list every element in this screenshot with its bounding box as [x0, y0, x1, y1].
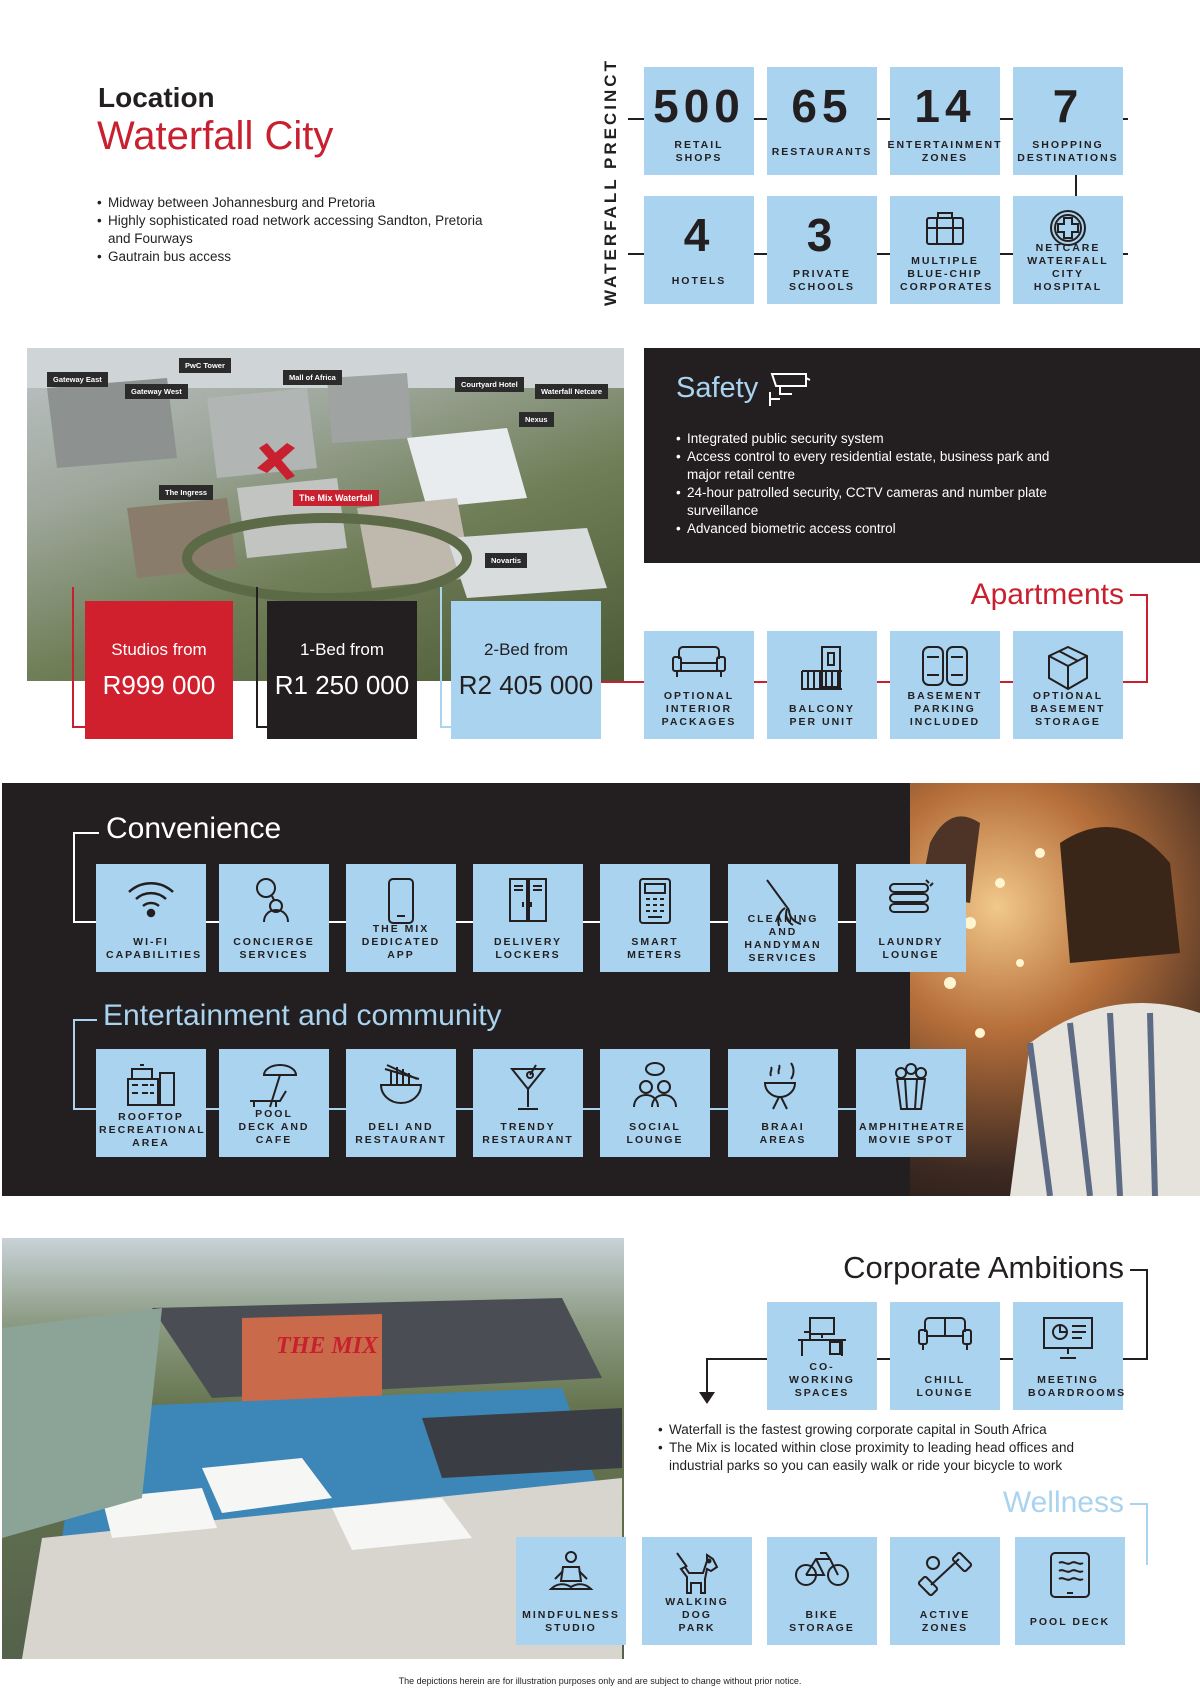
- price-label: 1-Bed from: [299, 639, 385, 659]
- stat-tile: [1013, 196, 1123, 304]
- apartment-feature-tile: [644, 631, 754, 739]
- price-value: R1 250 000: [274, 669, 410, 700]
- location-bullet: • Gautrain bus access: [97, 248, 507, 266]
- amenity-label: WALKING DOG PARK: [665, 1596, 729, 1634]
- stat-tile: [767, 67, 877, 175]
- price-box-1bed: [267, 601, 417, 739]
- amenity-label: MEETING BOARDROOMS: [1028, 1374, 1127, 1399]
- feature-label: OPTIONAL BASEMENT STORAGE: [1030, 690, 1106, 728]
- stat-number: 3: [806, 209, 838, 261]
- amenity-label: BIKE STORAGE: [789, 1609, 855, 1634]
- entertainment-tile: [96, 1049, 206, 1157]
- map-tag: Mall of Africa: [283, 370, 342, 385]
- dumbbell-icon: [917, 1549, 973, 1599]
- wellness-tile: [516, 1537, 626, 1645]
- cocktail-icon: [508, 1061, 548, 1113]
- stat-tile: [767, 196, 877, 304]
- entertainment-tile: [856, 1049, 966, 1157]
- connector-line: [73, 832, 75, 922]
- wellness-tile: [890, 1537, 1000, 1645]
- stat-label: RESTAURANTS: [771, 146, 873, 158]
- precinct-vertical-label: WATERFALL PRECINCT: [601, 58, 620, 306]
- connector-line: [440, 587, 442, 727]
- map-tag: Nexus: [519, 412, 554, 427]
- noodle-bowl-icon: [375, 1061, 427, 1109]
- apartment-feature-tile: [767, 631, 877, 739]
- wellness-tile: [642, 1537, 752, 1645]
- amenity-label: ACTIVE ZONES: [919, 1609, 971, 1634]
- briefcase-icon: [923, 208, 967, 248]
- concierge-icon: [252, 876, 296, 924]
- corporate-tile: [890, 1302, 1000, 1410]
- connector-line: [1146, 1269, 1148, 1359]
- safety-bullet: • 24-hour patrolled security, CCTV cameras and number plate surveillance: [676, 484, 1076, 520]
- amenity-label: CONCIERGE SERVICES: [233, 936, 315, 961]
- feature-label: BALCONY PER UNIT: [789, 703, 855, 728]
- map-tag: Waterfall Netcare: [535, 384, 608, 399]
- entertainment-tile: [600, 1049, 710, 1157]
- map-tag: The Ingress: [159, 485, 213, 500]
- stat-tile: [890, 196, 1000, 304]
- rooftop-icon: [124, 1061, 178, 1107]
- amenity-label: POOL DECK AND CAFE: [238, 1108, 310, 1146]
- connector-line: [1146, 1503, 1148, 1565]
- price-label: 2-Bed from: [483, 639, 569, 659]
- cctv-camera-icon: [766, 368, 812, 408]
- safety-bullet: • Advanced biometric access control: [676, 520, 1076, 538]
- stat-number: 7: [1052, 80, 1084, 132]
- feature-label: OPTIONAL INTERIOR PACKAGES: [661, 690, 737, 728]
- mop-icon: [761, 876, 805, 930]
- sofa-icon: [671, 643, 727, 681]
- amenity-label: THE MIX DEDICATED APP: [361, 923, 441, 961]
- amenity-label: SOCIAL LOUNGE: [626, 1121, 684, 1146]
- connector-line: [73, 832, 99, 834]
- amenity-label: DELIVERY LOCKERS: [493, 936, 563, 961]
- map-tag: The Mix Waterfall: [293, 490, 379, 506]
- location-bullet: • Midway between Johannesburg and Pretoria: [97, 194, 507, 212]
- stat-label: RETAIL SHOPS: [674, 139, 724, 164]
- footer-disclaimer: The depictions herein are for illustration purposes only and are subject to change without prior notice.: [398, 1676, 802, 1686]
- convenience-tile: [473, 864, 583, 972]
- stat-number: 500: [653, 80, 745, 132]
- wellness-tile: [1015, 1537, 1125, 1645]
- entertainment-tile: [346, 1049, 456, 1157]
- rooftop-sign: THE MIX: [276, 1333, 379, 1359]
- meditation-icon: [545, 1549, 597, 1599]
- apartment-feature-tile: [890, 631, 1000, 739]
- stat-label: ENTERTAINMENT ZONES: [887, 139, 1003, 164]
- convenience-tile: [600, 864, 710, 972]
- arrow-down-icon: [699, 1392, 715, 1404]
- stat-tile: [644, 196, 754, 304]
- stat-number: 14: [914, 80, 976, 132]
- car-parking-icon: [919, 643, 971, 689]
- connector-line: [706, 1358, 708, 1396]
- safety-bullet: • Access control to every residential estate, business park and major retail centre: [676, 448, 1076, 484]
- amenity-label: BRAAI AREAS: [759, 1121, 807, 1146]
- location-label: Location: [98, 82, 215, 113]
- corporate-bullet: • The Mix is located within close proximity to leading head offices and industrial parks so you can easily walk or ride your bicycle to work: [658, 1439, 1118, 1475]
- stat-tile: [644, 67, 754, 175]
- price-box-2bed: [451, 601, 601, 739]
- amenity-label: WI-FI CAPABILITIES: [106, 936, 203, 961]
- amenity-label: SMART METERS: [627, 936, 683, 961]
- map-tag: Gateway West: [125, 384, 188, 399]
- stat-label: HOTELS: [671, 275, 727, 287]
- stat-number: 65: [791, 80, 853, 132]
- safety-bullets: [676, 430, 1076, 538]
- stat-label: NETCARE WATERFALL CITY HOSPITAL: [1027, 242, 1109, 293]
- map-tag: Gateway East: [47, 372, 108, 387]
- amenity-label: TRENDY RESTAURANT: [482, 1121, 574, 1146]
- amenity-label: AMPHITHEATRE MOVIE SPOT: [859, 1121, 966, 1146]
- locker-icon: [507, 876, 549, 924]
- apartments-title: Apartments: [970, 578, 1124, 611]
- amenity-label: MINDFULNESS STUDIO: [522, 1609, 620, 1634]
- price-label: Studios from: [111, 639, 207, 659]
- connector-line: [72, 587, 74, 727]
- balcony-icon: [798, 643, 846, 693]
- box-icon: [1043, 643, 1093, 693]
- stat-label: PRIVATE SCHOOLS: [789, 268, 855, 293]
- safety-bullet: • Integrated public security system: [676, 430, 1076, 448]
- corporate-tile: [1013, 1302, 1127, 1410]
- medical-cross-icon: [1046, 208, 1090, 248]
- entertainment-tile: [728, 1049, 838, 1157]
- location-title: Waterfall City: [97, 114, 334, 158]
- entertainment-tile: [473, 1049, 583, 1157]
- location-bullet: • Highly sophisticated road network accessing Sandton, Pretoria and Fourways: [97, 212, 507, 248]
- corporate-bullets: [658, 1421, 1118, 1475]
- meter-icon: [635, 876, 675, 926]
- connector-line: [1130, 594, 1148, 596]
- wellness-tile: [767, 1537, 877, 1645]
- price-box-studio: [85, 601, 233, 739]
- tablet-icon: [1045, 1549, 1095, 1603]
- entertainment-title: Entertainment and community: [103, 999, 502, 1032]
- convenience-tile: [96, 864, 206, 972]
- amenity-label: LAUNDRY LOUNGE: [878, 936, 944, 961]
- corporate-bullet: • Waterfall is the fastest growing corporate capital in South Africa: [658, 1421, 1118, 1439]
- map-tag: PwC Tower: [179, 358, 231, 373]
- convenience-tile: [219, 864, 329, 972]
- amenity-label: CLEANING AND HANDYMAN SERVICES: [744, 913, 822, 964]
- grill-icon: [759, 1061, 807, 1113]
- stat-tile: [1013, 67, 1123, 175]
- connector-line: [73, 1019, 75, 1109]
- stat-number: 4: [683, 209, 715, 261]
- smartphone-icon: [384, 876, 418, 926]
- people-chat-icon: [630, 1061, 680, 1109]
- apartment-feature-tile: [1013, 631, 1123, 739]
- stat-tile: [887, 67, 1003, 175]
- connector-line: [256, 587, 258, 727]
- corporate-title: Corporate Ambitions: [843, 1250, 1124, 1285]
- map-tag: Courtyard Hotel: [455, 377, 524, 392]
- bicycle-icon: [794, 1549, 850, 1589]
- amenity-label: DELI AND RESTAURANT: [355, 1121, 447, 1146]
- safety-title: Safety: [676, 372, 759, 404]
- connector-line: [73, 1019, 97, 1021]
- presentation-icon: [1040, 1314, 1096, 1360]
- couch-icon: [917, 1314, 973, 1354]
- corporate-tile: [767, 1302, 877, 1410]
- feature-label: BASEMENT PARKING INCLUDED: [907, 690, 983, 728]
- umbrella-lounger-icon: [246, 1061, 302, 1111]
- price-value: R2 405 000: [458, 669, 594, 700]
- convenience-tile: [346, 864, 456, 972]
- desk-icon: [794, 1314, 850, 1360]
- wifi-icon: [126, 876, 176, 920]
- amenity-label: CHILL LOUNGE: [916, 1374, 974, 1399]
- laundry-icon: [886, 876, 936, 922]
- map-tag: Novartis: [485, 553, 527, 568]
- dog-icon: [673, 1549, 721, 1597]
- entertainment-tile: [219, 1049, 329, 1157]
- convenience-title: Convenience: [106, 812, 282, 845]
- popcorn-icon: [889, 1061, 933, 1113]
- connector-line: [1146, 594, 1148, 683]
- price-value: R999 000: [102, 669, 216, 700]
- wellness-title: Wellness: [1002, 1486, 1124, 1519]
- location-bullets: [97, 194, 507, 266]
- amenity-label: ROOFTOP RECREATIONAL AREA: [99, 1111, 206, 1149]
- stat-label: SHOPPING DESTINATIONS: [1017, 139, 1119, 164]
- amenity-label: CO-WORKING SPACES: [789, 1361, 855, 1399]
- convenience-tile: [856, 864, 966, 972]
- amenity-label: POOL DECK: [1029, 1616, 1111, 1628]
- convenience-tile: [728, 864, 838, 972]
- stat-label: MULTIPLE BLUE-CHIP CORPORATES: [900, 255, 994, 293]
